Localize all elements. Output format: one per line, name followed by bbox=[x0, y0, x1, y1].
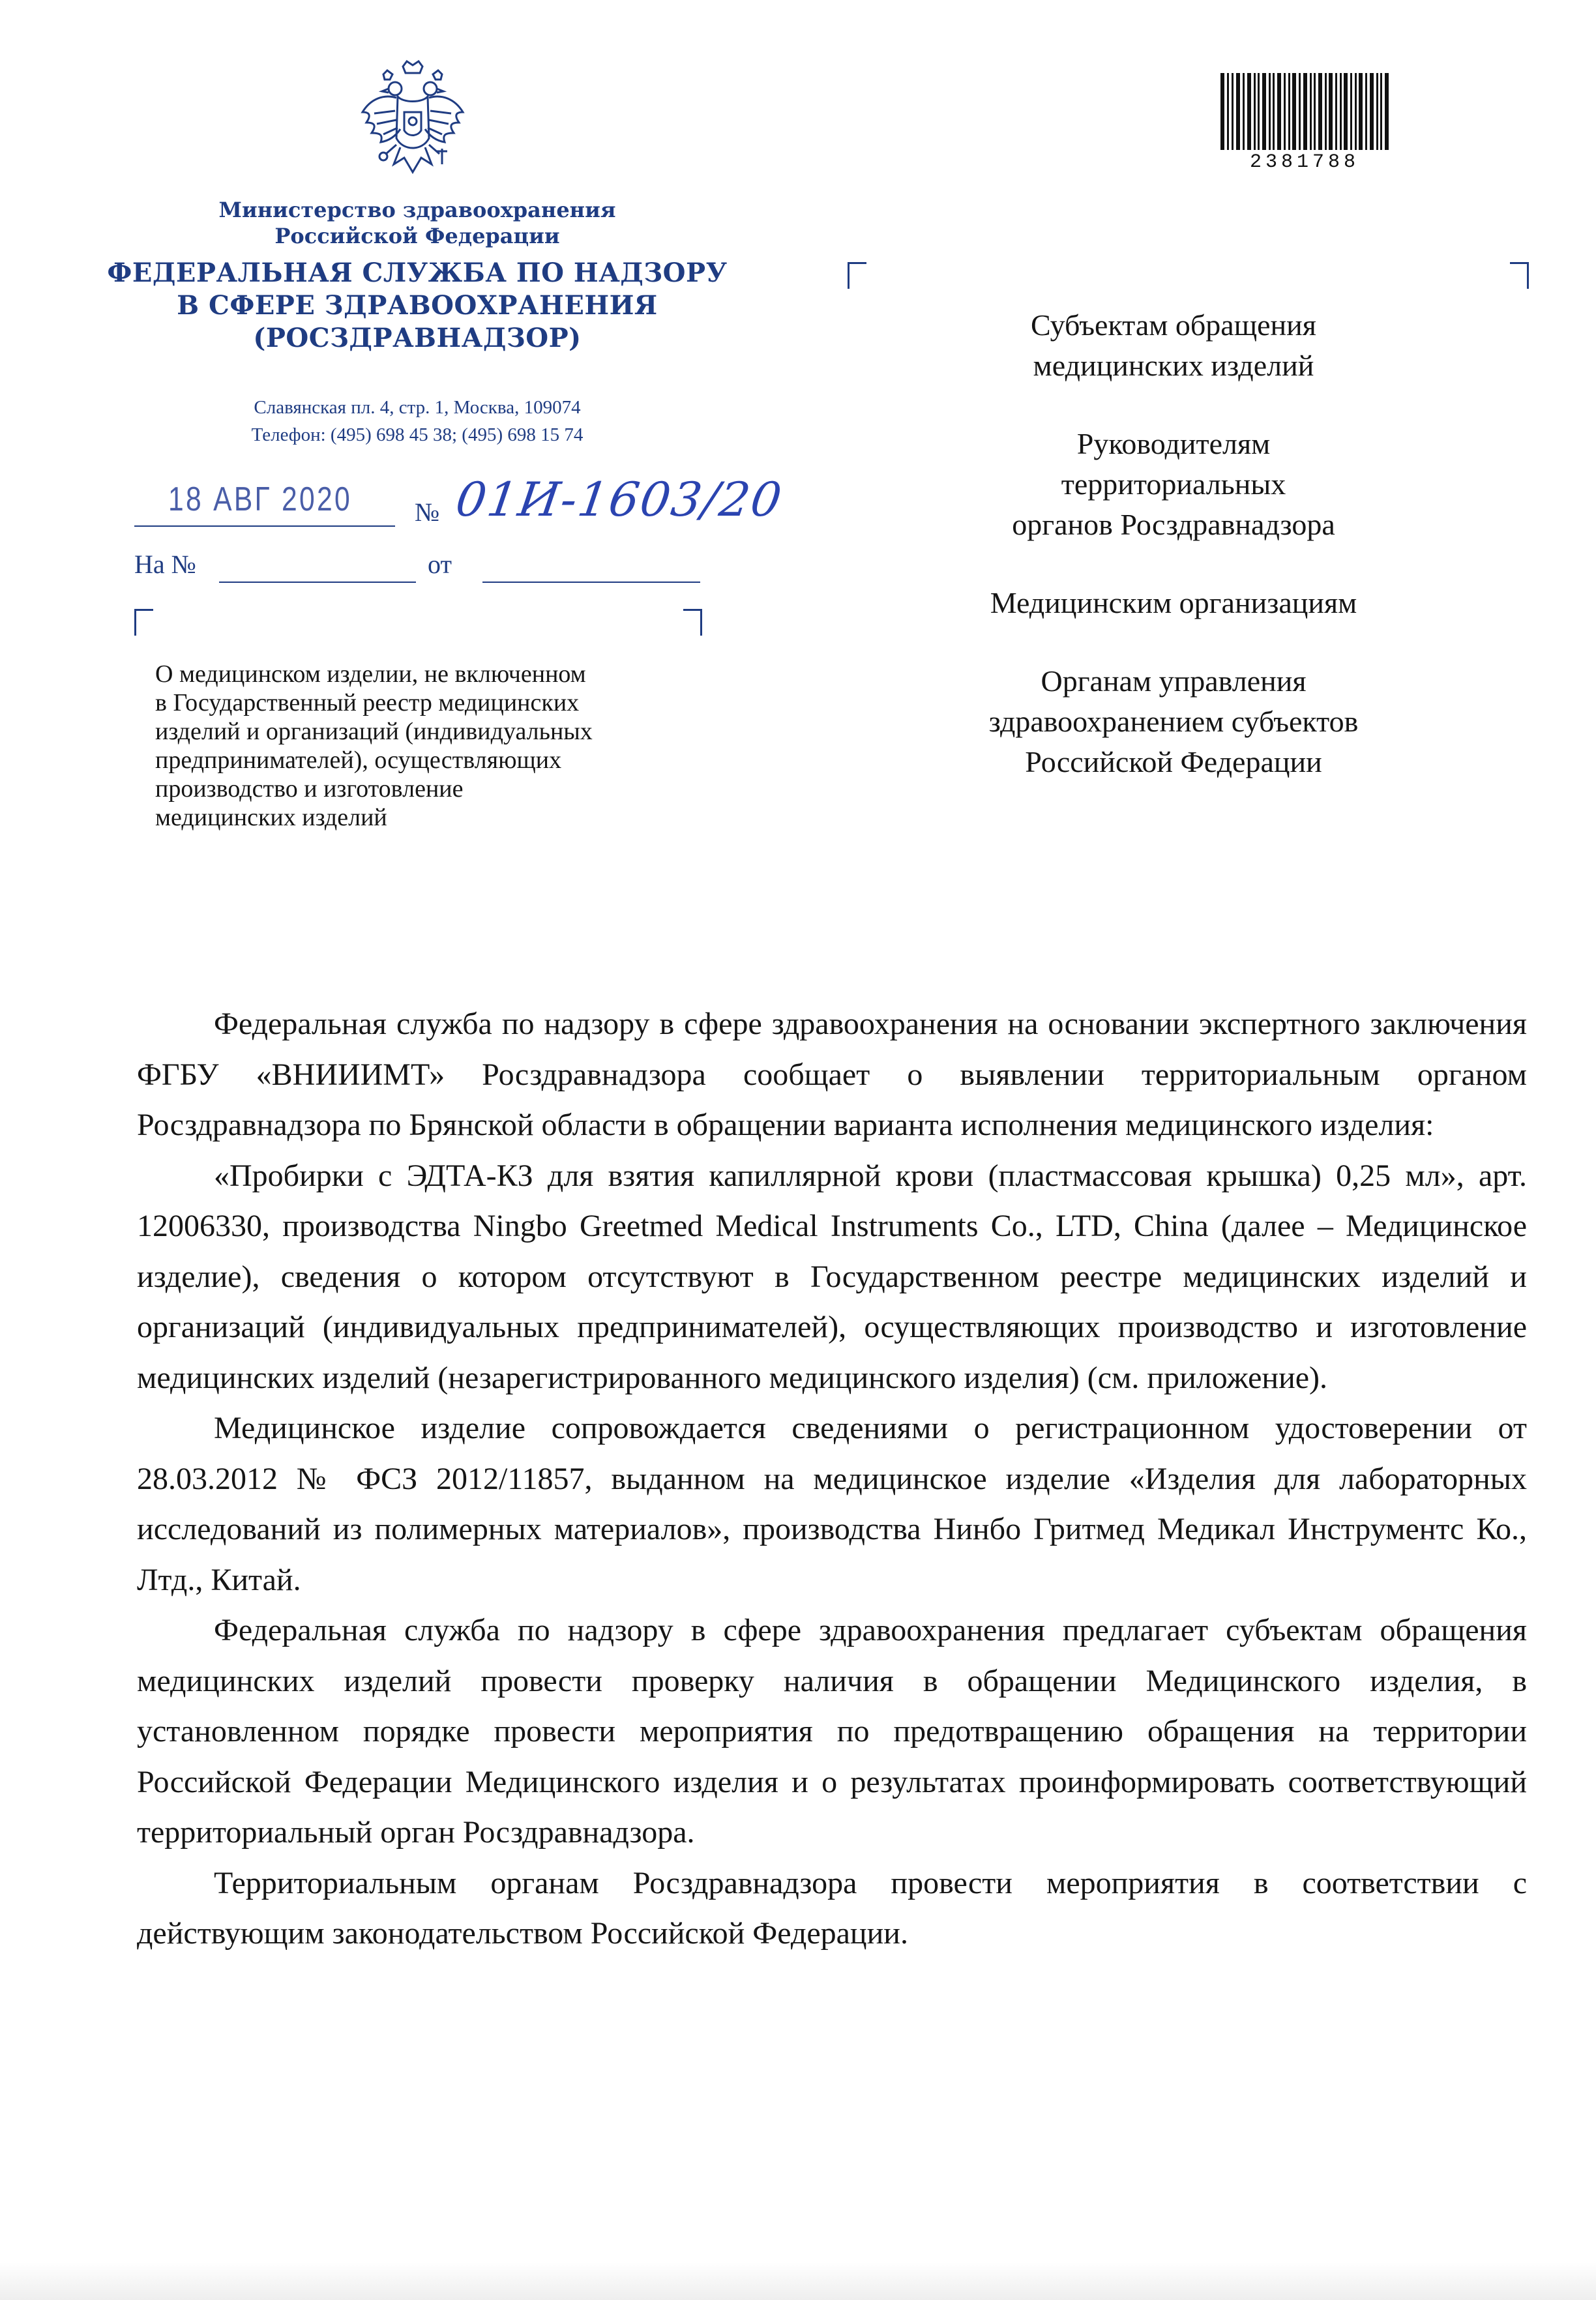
agency-phone: Телефон: (495) 698 45 38; (495) 698 15 74 bbox=[251, 424, 584, 445]
recipient-3 bbox=[887, 583, 1460, 623]
subject-line: предпринимателей), осуществляющих bbox=[155, 746, 562, 774]
handwritten-document-number: 01И-1603/20 bbox=[452, 472, 786, 527]
subject-line: О медицинском изделии, не включенном bbox=[155, 660, 586, 688]
recipient-line: здравоохранением субъектов bbox=[988, 705, 1359, 738]
recipient-line: медицинских изделий bbox=[1033, 349, 1314, 382]
recipient-line: Руководителям bbox=[1076, 427, 1271, 460]
body-paragraph-1: Федеральная служба по надзору в сфере здравоохранения на основании экспертного заключения ФГБУ «ВНИИИМТ» Росздравнадзора сообщает о выявлении территориальным органом Росздравнадзора по Брянской области в обращении варианта исполнения медицинского изделия: bbox=[137, 1007, 1527, 1142]
subject-line: производство и изготовление bbox=[155, 775, 464, 803]
body-paragraph-5: Территориальным органам Росздравнадзора провести мероприятия в соответствии с действующим законодательством Российской Федерации. bbox=[137, 1865, 1527, 1951]
reference-label: На № bbox=[134, 550, 196, 579]
scan-edge bbox=[0, 2262, 1596, 2300]
recipient-line: Органам управления bbox=[1041, 664, 1307, 698]
body-paragraph-4: Федеральная служба по надзору в сфере здравоохранения предлагает субъектам обращения медицинских изделий провести проверку наличия в обращении Медицинского изделия, в установленном порядке провести мероприятия по предотвращению обращения на территории Российской Федерации Медицинского изделия и о результатах проинформировать соответствующий территориальный орган Росздравнадзора. bbox=[137, 1613, 1527, 1850]
recipient-corner-right bbox=[1510, 262, 1529, 289]
agency-name-line3: (РОСЗДРАВНАДЗОР) bbox=[253, 323, 582, 353]
barcode-number: 2381788 bbox=[1249, 151, 1360, 173]
date-underline bbox=[134, 525, 395, 527]
agency-address: Славянская пл. 4, стр. 1, Москва, 109074 bbox=[254, 397, 581, 418]
body-paragraph-3: Медицинское изделие сопровождается сведениями о регистрационном удостоверении от 28.03.2012 № ФСЗ 2012/11857, выданном на медицинское изделие «Изделия для лабораторных исследований из полимерных материалов», производства Нинбо Гритмед Медикал Инструментс Ко., Лтд., Китай. bbox=[137, 1411, 1527, 1597]
recipient-1 bbox=[887, 305, 1460, 386]
recipient-4 bbox=[887, 661, 1460, 782]
subject-corner-right bbox=[683, 609, 702, 636]
ministry-name-line2: Российской Федерации bbox=[274, 224, 560, 248]
subject-line: медицинских изделий bbox=[155, 804, 387, 831]
barcode-icon bbox=[1220, 73, 1389, 150]
recipient-line: Российской Федерации bbox=[1025, 745, 1322, 778]
subject-line: в Государственный реестр медицинских bbox=[155, 689, 580, 716]
body-paragraph-2: «Пробирки с ЭДТА-КЗ для взятия капиллярной крови (пластмассовая крышка) 0,25 мл», арт. 12006330, производства Ningbo Greetmed Medical Instruments Co., LTD, China (далее – Медицинское изделие), сведения о котором отсутствуют в Государственном реестре медицинских изделий и организаций (индивидуальных предпринимателей), осуществляющих производство и изготовление медицинских изделий (незарегистрированного медицинского изделия) (см. приложение). bbox=[137, 1158, 1527, 1395]
letter-body bbox=[137, 999, 1527, 1959]
date-stamp: 18 АВГ 2020 bbox=[168, 480, 353, 518]
recipient-corner-left bbox=[848, 262, 866, 289]
number-sign: № bbox=[415, 497, 440, 527]
reference-date-line bbox=[482, 582, 700, 583]
agency-name-line2: В СФЕРЕ ЗДРАВООХРАНЕНИЯ bbox=[177, 290, 658, 321]
letter-subject bbox=[155, 660, 709, 832]
subject-line: изделий и организаций (индивидуальных bbox=[155, 718, 593, 745]
agency-name-line1: ФЕДЕРАЛЬНАЯ СЛУЖБА ПО НАДЗОРУ bbox=[107, 258, 728, 288]
recipients-block bbox=[887, 305, 1460, 820]
reference-from-label: от bbox=[428, 550, 452, 579]
recipient-line: Медицинским организациям bbox=[990, 586, 1357, 619]
recipient-line: органов Росздравнадзора bbox=[1012, 508, 1335, 541]
reference-number-line bbox=[219, 582, 416, 583]
recipient-line: территориальных bbox=[1061, 467, 1286, 501]
recipient-2 bbox=[887, 424, 1460, 545]
coat-of-arms-icon bbox=[357, 60, 468, 188]
ministry-name-line1: Министерство здравоохранения bbox=[218, 198, 616, 222]
recipient-line: Субъектам обращения bbox=[1031, 308, 1316, 342]
subject-corner-left bbox=[134, 609, 153, 636]
